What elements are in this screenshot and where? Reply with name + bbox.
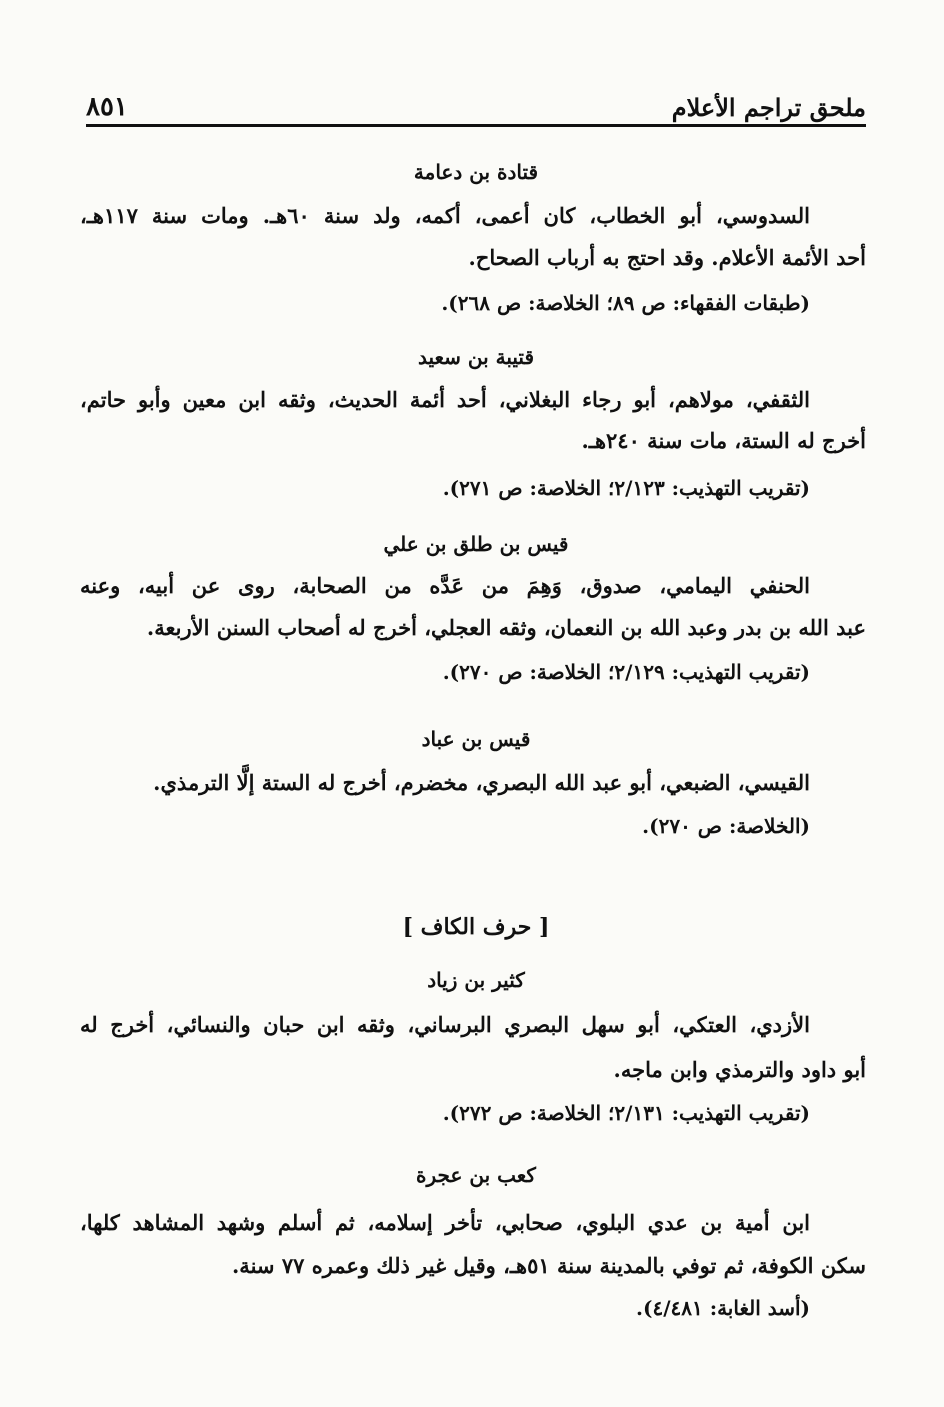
entry-text-line: أبو داود والترمذي وابن ماجه. [613, 1057, 866, 1082]
entry-text-line: الثقفي، مولاهم، أبو رجاء البغلاني، أحد أئمة الحديث، وثقه ابن معين وأبو حاتم، [80, 387, 810, 412]
entry-source: (طبقات الفقهاء: ص ٨٩؛ الخلاصة: ص ٢٦٨). [441, 291, 810, 315]
entry-text-line: أخرج له الستة، مات سنة ٢٤٠هـ. [581, 428, 866, 453]
entry-source: (تقريب التهذيب: ٢/١٢٣؛ الخلاصة: ص ٢٧١). [442, 476, 810, 500]
entry-name: قيس بن طلق بن علي [383, 532, 569, 556]
section-heading: [ حرف الكاف ] [402, 914, 550, 940]
entry-text-line: ابن أمية بن عدي البلوي، صحابي، تأخر إسلامه، ثم أسلم وشهد المشاهد كلها، [80, 1210, 810, 1235]
entry-name: قتيبة بن سعيد [417, 345, 535, 369]
entry-text-line: عبد الله بن بدر وعبد الله بن النعمان، وثقه العجلي، أخرج له أصحاب السنن الأربعة. [146, 615, 866, 640]
entry-text-line: سكن الكوفة، ثم توفي بالمدينة سنة ٥١هـ، وقيل غير ذلك وعمره ٧٧ سنة. [232, 1253, 866, 1278]
entry-source: (الخلاصة: ص ٢٧٠). [642, 814, 810, 838]
entry-text-line: الحنفي اليمامي، صدوق، وَهِمَ من عَدَّه من الصحابة، روى عن أبيه، وعنه [80, 573, 810, 598]
entry-name: قيس بن عباد [421, 727, 531, 751]
header-title: ملحق تراجم الأعلام [671, 93, 866, 122]
entry-source: (تقريب التهذيب: ٢/١٢٩؛ الخلاصة: ص ٢٧٠). [442, 660, 810, 684]
page-number: ٨٥١ [86, 92, 128, 122]
entry-text-line: الأزدي، العتكي، أبو سهل البصري البرساني، وثقه ابن حبان والنسائي، أخرج له [80, 1012, 810, 1037]
header-rule [86, 124, 866, 127]
entry-source: (تقريب التهذيب: ٢/١٣١؛ الخلاصة: ص ٢٧٢). [442, 1101, 810, 1125]
entry-text-line: أحد الأئمة الأعلام. وقد احتج به أرباب الصحاح. [468, 245, 866, 270]
entry-name: كثير بن زياد [427, 968, 525, 992]
entry-name: قتادة بن دعامة [413, 160, 539, 184]
entry-source: (أسد الغابة: ٤/٤٨١). [636, 1296, 810, 1320]
entry-text-line: السدوسي، أبو الخطاب، كان أعمى، أكمه، ولد سنة ٦٠هـ. ومات سنة ١١٧هـ، [80, 203, 810, 228]
entry-name: كعب بن عجرة [416, 1163, 536, 1187]
entry-text-line: القيسي، الضبعي، أبو عبد الله البصري، مخضرم، أخرج له الستة إلَّا الترمذي. [153, 770, 810, 795]
running-header [86, 78, 866, 122]
